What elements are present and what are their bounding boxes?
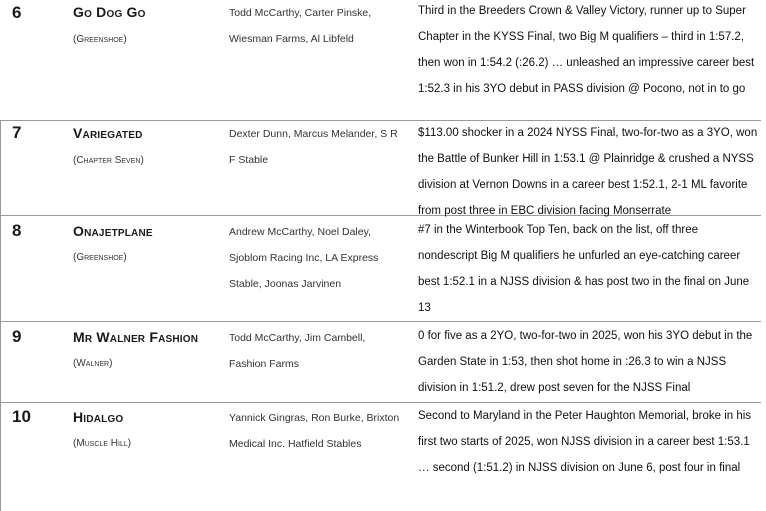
table-row: [0, 322, 761, 403]
row-divider: [0, 216, 1, 321]
horse-number: 9: [12, 327, 22, 346]
horse-connections: Todd McCarthy, Carter Pinske, Wiesman Farms, Al Libfeld: [229, 7, 372, 45]
horse-description: Third in the Breeders Crown & Valley Victory, runner up to Super Chapter in the KYSS Final, two Big M qualifiers – third in 1:57.2, then won in 1:54.2 (:26.2) … unleashed an impressive career best 1:52.3 in his 3YO debut in PASS division @ Pocono, not in to go: [418, 5, 755, 95]
horse-description: #7 in the Winterbook Top Ten, back on the list, off three nondescript Big M qualifiers he unfurled an eye-catching career best 1:52.1 in a NJSS division & has post two in the final on June 13: [418, 224, 750, 314]
horse-name: Mr Walner Fashion: [73, 329, 199, 345]
horse-name: Onajetplane: [73, 223, 153, 239]
row-divider: [0, 121, 1, 215]
table-row: [0, 121, 761, 216]
horse-sire: (Greenshoe): [73, 252, 127, 263]
horse-name: Hidalgo: [73, 409, 124, 425]
horse-name: Variegated: [73, 125, 143, 141]
table-row: [0, 0, 761, 121]
horse-sire: (Chapter Seven): [73, 155, 144, 166]
horse-name: Go Dog Go: [73, 4, 146, 20]
row-divider: [0, 322, 1, 402]
horse-sire: (Greenshoe): [73, 34, 127, 45]
horse-number: 7: [12, 123, 22, 142]
horse-connections: Yannick Gingras, Ron Burke, Brixton Medical Inc. Hatfield Stables: [229, 412, 400, 450]
horse-sire: (Muscle Hill): [73, 438, 132, 449]
horse-connections: Dexter Dunn, Marcus Melander, S R F Stable: [229, 128, 398, 166]
horse-connections: Andrew McCarthy, Noel Daley, Sjoblom Racing Inc, LA Express Stable, Joonas Jarvinen: [229, 226, 379, 290]
horse-number: 10: [12, 407, 31, 426]
horse-connections: Todd McCarthy, Jim Cambell, Fashion Farms: [229, 332, 366, 370]
horse-description: Second to Maryland in the Peter Haughton Memorial, broke in his first two starts of 2025, won NJSS division in a career best 1:53.1 … second (1:51.2) in NJSS division on June 6, post four in final: [418, 410, 752, 474]
horse-number: 8: [12, 221, 22, 240]
horse-number: 6: [12, 3, 22, 22]
row-divider: [0, 403, 1, 511]
table-row: [0, 403, 761, 511]
table-row: [0, 216, 761, 322]
horse-description: 0 for five as a 2YO, two-for-two in 2025, won his 3YO debut in the Garden State in 1:53, then shot home in :26.3 to win a NJSS division in 1:51.2, drew post seven for the NJSS Final: [418, 330, 753, 394]
horse-sire: (Walner): [73, 358, 113, 369]
horse-description: $113.00 shocker in a 2024 NYSS Final, two-for-two as a 3YO, won the Battle of Bunker Hill in 1:53.1 @ Plainridge & crushed a NYSS division at Vernon Downs in a career best 1:52.1, 2-1 ML favorite from post three in EBC division facing Monserrate: [418, 127, 758, 217]
